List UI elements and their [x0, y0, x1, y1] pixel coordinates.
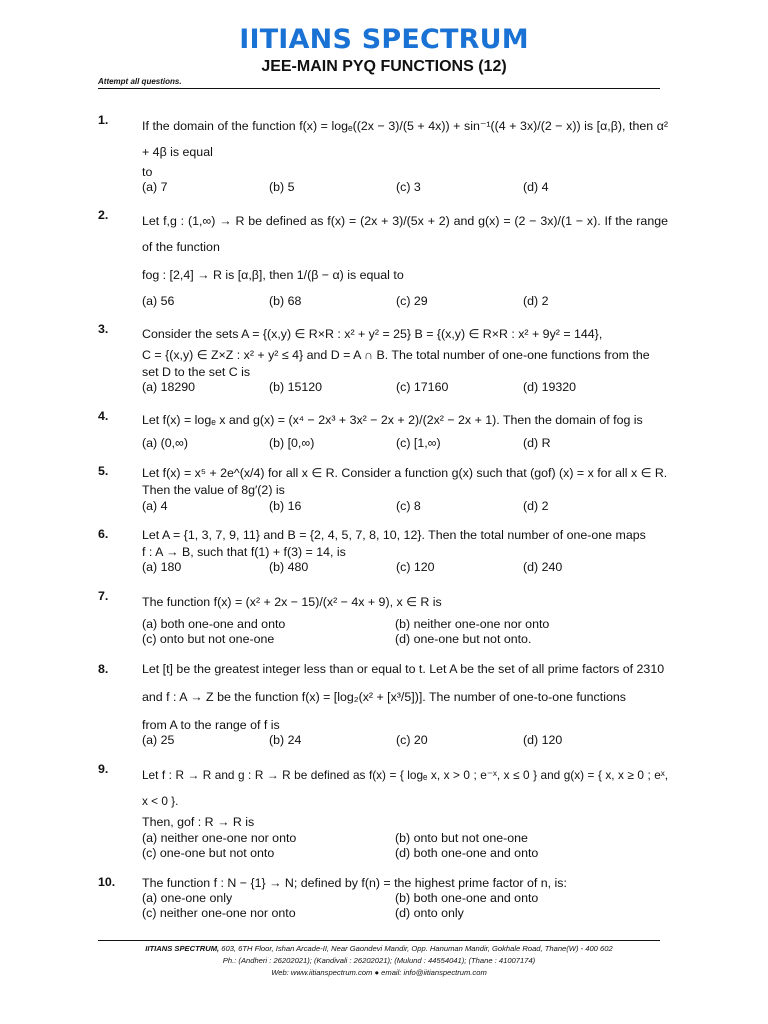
option-c: (c) 17160 [396, 380, 449, 394]
option-c: (c) 8 [396, 499, 421, 513]
options [142, 380, 668, 395]
footer-phones: Ph.: (Andheri : 26202021); (Kandivali : 26202021); (Mulund : 44554041); (Thane : 41007174) [222, 956, 536, 965]
footer-address [98, 944, 660, 953]
option-b: (b) [0,∞) [269, 436, 315, 450]
question-number: 8. [98, 662, 109, 676]
option-d: (d) 4 [523, 180, 549, 194]
question-3 [98, 322, 668, 395]
option-d: (d) 2 [523, 499, 549, 513]
option-d: (d) both one-one and onto [395, 846, 539, 860]
question-5 [98, 464, 668, 514]
options [142, 733, 668, 748]
question-stem: The function f(x) = (x² + 2x − 15)/(x² − 4x + 9), x ∈ R is [142, 595, 442, 609]
option-b: (b) 480 [269, 560, 309, 574]
option-b: (b) both one-one and onto [395, 891, 539, 905]
option-c: (c) neither one-one nor onto [142, 906, 296, 920]
options [142, 617, 668, 647]
option-b: (b) onto but not one-one [395, 831, 528, 845]
question-number: 10. [98, 875, 116, 889]
footer-address-name: IITIANS SPECTRUM, [145, 944, 220, 953]
option-a: (a) 180 [142, 560, 182, 574]
question-number: 1. [98, 113, 109, 127]
question-list [98, 113, 668, 921]
question-8 [98, 662, 668, 748]
option-a: (a) 18290 [142, 380, 196, 394]
option-a: (a) one-one only [142, 891, 233, 905]
option-b: (b) neither one-one nor onto [395, 617, 550, 631]
option-b: (b) 68 [269, 294, 302, 308]
option-c: (c) [1,∞) [396, 436, 441, 450]
options [142, 891, 668, 921]
question-9 [98, 762, 668, 861]
question-stem: If the domain of the function f(x) = logₑ((2x − 3)/(5 + 4x)) + sin⁻¹((4 + 3x)/(2 − x)) is [α,β), then α² + 4β is equal to [142, 119, 668, 179]
option-c: (c) 29 [396, 294, 428, 308]
page-title: JEE-MAIN PYQ FUNCTIONS (12) [261, 58, 507, 75]
options [142, 294, 668, 309]
option-d: (d) R [523, 436, 551, 450]
option-c: (c) one-one but not onto [142, 846, 275, 860]
question-10 [98, 875, 668, 921]
option-a: (a) both one-one and onto [142, 617, 286, 631]
option-d: (d) one-one but not onto. [395, 632, 532, 646]
footer-web: Web: www.iitianspectrum.com ● email: info@iitianspectrum.com [271, 968, 487, 977]
option-a: (a) 56 [142, 294, 175, 308]
option-a: (a) 4 [142, 499, 168, 513]
options [142, 560, 668, 575]
option-a: (a) 25 [142, 733, 175, 747]
options [142, 831, 668, 861]
option-b: (b) 24 [269, 733, 302, 747]
option-b: (b) 16 [269, 499, 302, 513]
question-4 [98, 409, 668, 451]
options [142, 436, 668, 451]
footer-divider [98, 940, 660, 941]
question-number: 2. [98, 208, 109, 222]
option-c: (c) onto but not one-one [142, 632, 275, 646]
option-d: (d) 19320 [523, 380, 577, 394]
option-a: (a) neither one-one nor onto [142, 831, 297, 845]
option-c: (c) 20 [396, 733, 428, 747]
option-a: (a) 7 [142, 180, 168, 194]
option-b: (b) 5 [269, 180, 295, 194]
question-number: 4. [98, 409, 109, 423]
question-stem: Let A = {1, 3, 7, 9, 11} and B = {2, 4, 5, 7, 8, 10, 12}. Then the total number of one-one maps f : A → B, such that f(1) + f(3) = 14, is [142, 528, 646, 559]
option-c: (c) 120 [396, 560, 435, 574]
question-stem: Let [t] be the greatest integer less than or equal to t. Let A be the set of all prime factors of 2310 and f : A → Z be the function f(x) = [log₂(x² + [x³/5])]. The number of one-to-one functions from A to the range of f is [142, 662, 665, 732]
question-7 [98, 589, 668, 647]
question-number: 3. [98, 322, 109, 336]
footer-address-rest: 603, 6TH Floor, Ishan Arcade-II, Near Gaondevi Mandir, Opp. Hanuman Mandir, Gokhale Road, Thane(W) - 400 602 [221, 944, 613, 953]
question-stem: Let f : R → R and g : R → R be defined as f(x) = { logₑ x, x > 0 ; e⁻ˣ, x ≤ 0 } and g(x) = { x, x ≥ 0 ; eˣ, x < 0 }. Then, gof : R → R is [142, 768, 668, 829]
brand-title: IITIANS SPECTRUM [239, 24, 529, 55]
option-a: (a) (0,∞) [142, 436, 189, 450]
question-stem: Let f,g : (1,∞) → R be defined as f(x) = (2x + 3)/(5x + 2) and g(x) = (2 − 3x)/(1 − x). If the range of the function fog : [2,4] → R is [α,β], then 1/(β − α) is equal to [142, 214, 668, 282]
option-b: (b) 15120 [269, 380, 323, 394]
question-number: 5. [98, 464, 109, 478]
question-number: 9. [98, 762, 109, 776]
question-stem: The function f : N − {1} → N; defined by f(n) = the highest prime factor of n, is: [142, 876, 567, 890]
question-2 [98, 208, 668, 309]
options [142, 180, 668, 195]
question-stem: Consider the sets A = {(x,y) ∈ R×R : x² + y² = 25} B = {(x,y) ∈ R×R : x² + 9y² = 144}, C = {(x,y) ∈ Z×Z : x² + y² ≤ 4} and D = A ∩ B. The total number of one-one functions from the set D to the set C is [142, 327, 650, 379]
question-6 [98, 527, 668, 575]
question-number: 7. [98, 589, 109, 603]
question-number: 6. [98, 527, 109, 541]
question-stem: Let f(x) = logₑ x and g(x) = (x⁴ − 2x³ + 3x² − 2x + 2)/(2x² − 2x + 1). Then the domain of fog is [142, 413, 643, 427]
option-d: (d) 2 [523, 294, 549, 308]
option-d: (d) 120 [523, 733, 563, 747]
option-d: (d) 240 [523, 560, 563, 574]
instruction-text: Attempt all questions. [98, 76, 660, 89]
option-c: (c) 3 [396, 180, 421, 194]
option-d: (d) onto only [395, 906, 464, 920]
options [142, 499, 668, 514]
question-1 [98, 113, 668, 195]
question-stem: Let f(x) = x⁵ + 2e^(x/4) for all x ∈ R. Consider a function g(x) such that (gof) (x) = x for all x ∈ R. Then the value of 8g′(2) is [142, 466, 668, 497]
